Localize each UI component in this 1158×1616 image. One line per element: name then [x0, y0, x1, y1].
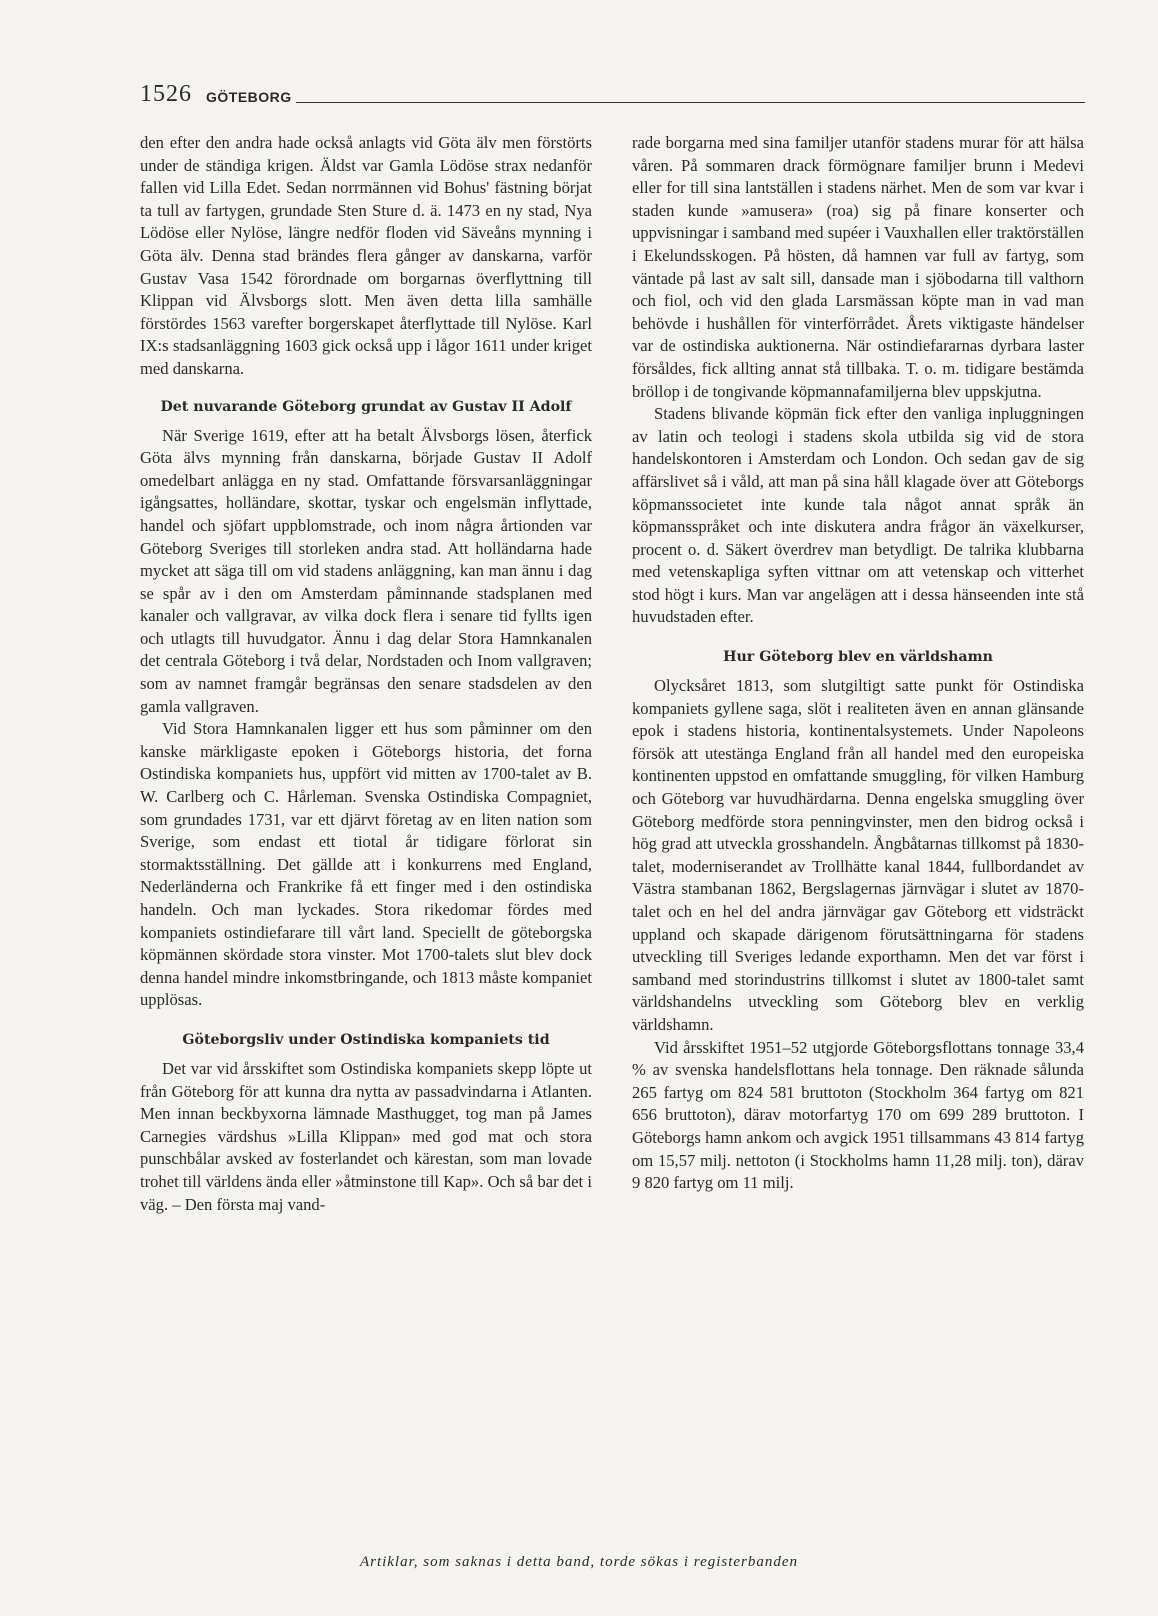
section-heading: Göteborgsliv under Ostindiska kompaniets tid: [182, 1031, 550, 1048]
paragraph: När Sverige 1619, efter att ha betalt Älvsborgs lösen, återfick Göta älvs mynning från danskarna, började Gustav II Adolf omedelbart anlägga en ny stad. Omfattande försvarsanläggningar igångsattes, holländare, skottar, tyskar och engelsmän inflyttade, handel och sjöfart uppblomstrade, och inom några årtionden var Göteborg Sveriges till storleken andra stad. Att holländarna hade mycket att säga till om vid stadens anläggning, kan man ännu i dag se spår av i den om Amsterdam påminnande stadsplanen med kanaler och vallgravar, av vilka dock flera i senare tid fyllts igen och utlagts till huvudgator. Ännu i dag delar Stora Hamnkanalen det centrala Göteborg i två delar, Nordstaden och Inom vallgraven; som av namnet framgår begränsas den senare stadsdelen av den gamla vallgraven.: [140, 425, 592, 716]
paragraph: den efter den andra hade också anlagts vid Göta älv men förstörts under de ständiga krigen. Äldst var Gamla Lödöse strax nedanför fallen vid Lilla Edet. Sedan norrmännen vid Bohus' fästning börjat ta tull av fartygen, grundade Sten Sture d. ä. 1473 en ny stad, Nya Lödöse eller Nylöse, längre nedför floden vid Säveåns mynning i Göta älv. Denna stad brändes flera gånger av danskarna, varför Gustav Vasa 1542 förordnade om borgarnas överflyttning till Klippan vid Älvsborgs slott. Men även detta lilla samhälle förstördes 1563 varefter borgerskapet återflyttade till Nylöse. Karl IX:s stadsanläggning 1603 gick också upp i lågor 1611 under kriget med danskarna.: [140, 133, 592, 378]
right-column: [632, 132, 1084, 1195]
header-rule: [296, 102, 1085, 103]
running-title: GÖTEBORG: [206, 89, 292, 105]
paragraph: Vid årsskiftet 1951–52 utgjorde Göteborgsflottans tonnage 33,4 % av svenska handelsflottans hela tonnage. Den räknade sålunda 265 fartyg om 824 581 bruttoton (Stockholm 364 fartyg om 821 656 bruttoton), därav motorfartyg 170 om 699 289 bruttoton. I Göteborgs hamn ankom och avgick 1951 tillsammans 43 814 fartyg om 15,57 milj. nettoton (i Stockholms hamn 11,28 milj. ton), därav 9 820 fartyg om 11 milj.: [632, 1037, 1084, 1193]
section-heading: Hur Göteborg blev en världshamn: [723, 649, 993, 666]
page-number: 1526: [140, 81, 192, 107]
paragraph: Vid Stora Hamnkanalen ligger ett hus som påminner om den kanske märkligaste epoken i Göteborgs historia, det forna Ostindiska kompaniets hus, uppfört vid mitten av 1700-talet av B. W. Carlberg och C. Hårleman. Svenska Ostindiska Compagniet, som grundades 1731, var ett djärvt företag av en liten nation som Sverige, som endast ett tiotal år tidigare förlorat sin stormaktsställning. Det gällde att i konkurrens med England, Nederländerna och Frankrike få ett finger med i den ostindiska handeln. Och man lyckades. Stora rikedomar fördes med kompaniets ostindiefarare till vårt land. Speciellt de göteborgska köpmännen skördade stora vinster. Mot 1700-talets slut blev dock denna handel mindre inkomstbringande, och 1813 måste kompaniet upplösas.: [140, 719, 592, 1010]
page-header: [140, 76, 1085, 106]
paragraph: Olycksåret 1813, som slutgiltigt satte punkt för Ostindiska kompaniets gyllene saga, slöt i realiteten även en annan glänsande epok i stadens historia, kontinentalsystemets. Under Napoleons försök att utestänga England från all handel med den europeiska kontinenten uppstod en omfattande smuggling, för vilken Hamburg och Göteborg var huvudhärdarna. Denna engelska smuggling över Göteborg medförde stora penningvinster, men den bidrog också i hög grad att utveckla grosshandeln. Ångbåtarnas tillkomst på 1830-talet, moderniserandet av Trollhätte kanal 1844, fullbordandet av Västra stambanan 1862, Bergslagernas järnvägar i slutet av 1870-talet och en hel del andra järnvägar gav Göteborg ett vidsträckt uppland och skapade därigenom förutsättningarna för stadens utveckling till Sveriges ledande exporthamn. Men det var först i samband med storindustrins tillkomst i slutet av 1800-talet samt världshandelns utveckling som Göteborg blev en verklig världshamn.: [632, 676, 1084, 1034]
paragraph: Stadens blivande köpmän fick efter den vanliga inpluggningen av latin och teologi i stadens skola utbilda sig vid de stora handelskontoren i Amsterdam och London. Och sedan gav de sig affärslivet så i våld, att man på sina håll klagade över att Göteborgs köpmanssocietet inte kunde tala något annat språk än köpmansspråket och inte diskutera andra frågor än växelkurser, procent o. d. Säkert överdrev man betydligt. De talrika klubbarna med vetenskapliga syften vittnar om att vetenskap och vitterhet stod högt i kurs. Man var angelägen att i dessa hänseenden inte stå huvudstaden efter.: [632, 404, 1084, 627]
section-heading: Det nuvarande Göteborg grundat av Gustav II Adolf: [160, 398, 572, 415]
left-column: [140, 132, 592, 1216]
paragraph: rade borgarna med sina familjer utanför stadens murar för att hälsa våren. På sommaren drack förmögnare familjer brunn i Medevi eller for till sina lantställen i stadens närhet. Men de som var kvar i staden kunde »amusera» (roa) sig på finare konserter och uppvisningar i samband med supéer i Vauxhallen eller traktörställen i Ekelundsskogen. På hösten, då hamnen var full av fartyg, som väntade på last av salt sill, dansade man i sjöbodarna till valthorn och fiol, och vid den glada Larsmässan köpte man in vad man behövde i hushållen för vinterförrådet. Årets viktigaste händelser var de ostindiska auktionerna. När ostindiefararnas dyrbara laster försåldes, fick allting annat stå tillbaka. T. o. m. tidigare bestämda bröllop i de tongivande köpmannafamiljerna blev uppskjutna.: [632, 133, 1084, 401]
footer-note: Artiklar, som saknas i detta band, torde sökas i registerbanden: [359, 1554, 799, 1570]
paragraph: Det var vid årsskiftet som Ostindiska kompaniets skepp löpte ut från Göteborg för att kunna dra nytta av passadvindarna i Atlanten. Men innan beckbyxorna lämnade Masthugget, tog man på James Carnegies värdshus »Lilla Klippan» med god mat och stora punschbålar avsked av fosterlandet och kärestan, som man lovade trohet till världens ända eller »åtminstone till Kap». Och så bar det i väg. – Den första maj vand-: [140, 1058, 592, 1214]
